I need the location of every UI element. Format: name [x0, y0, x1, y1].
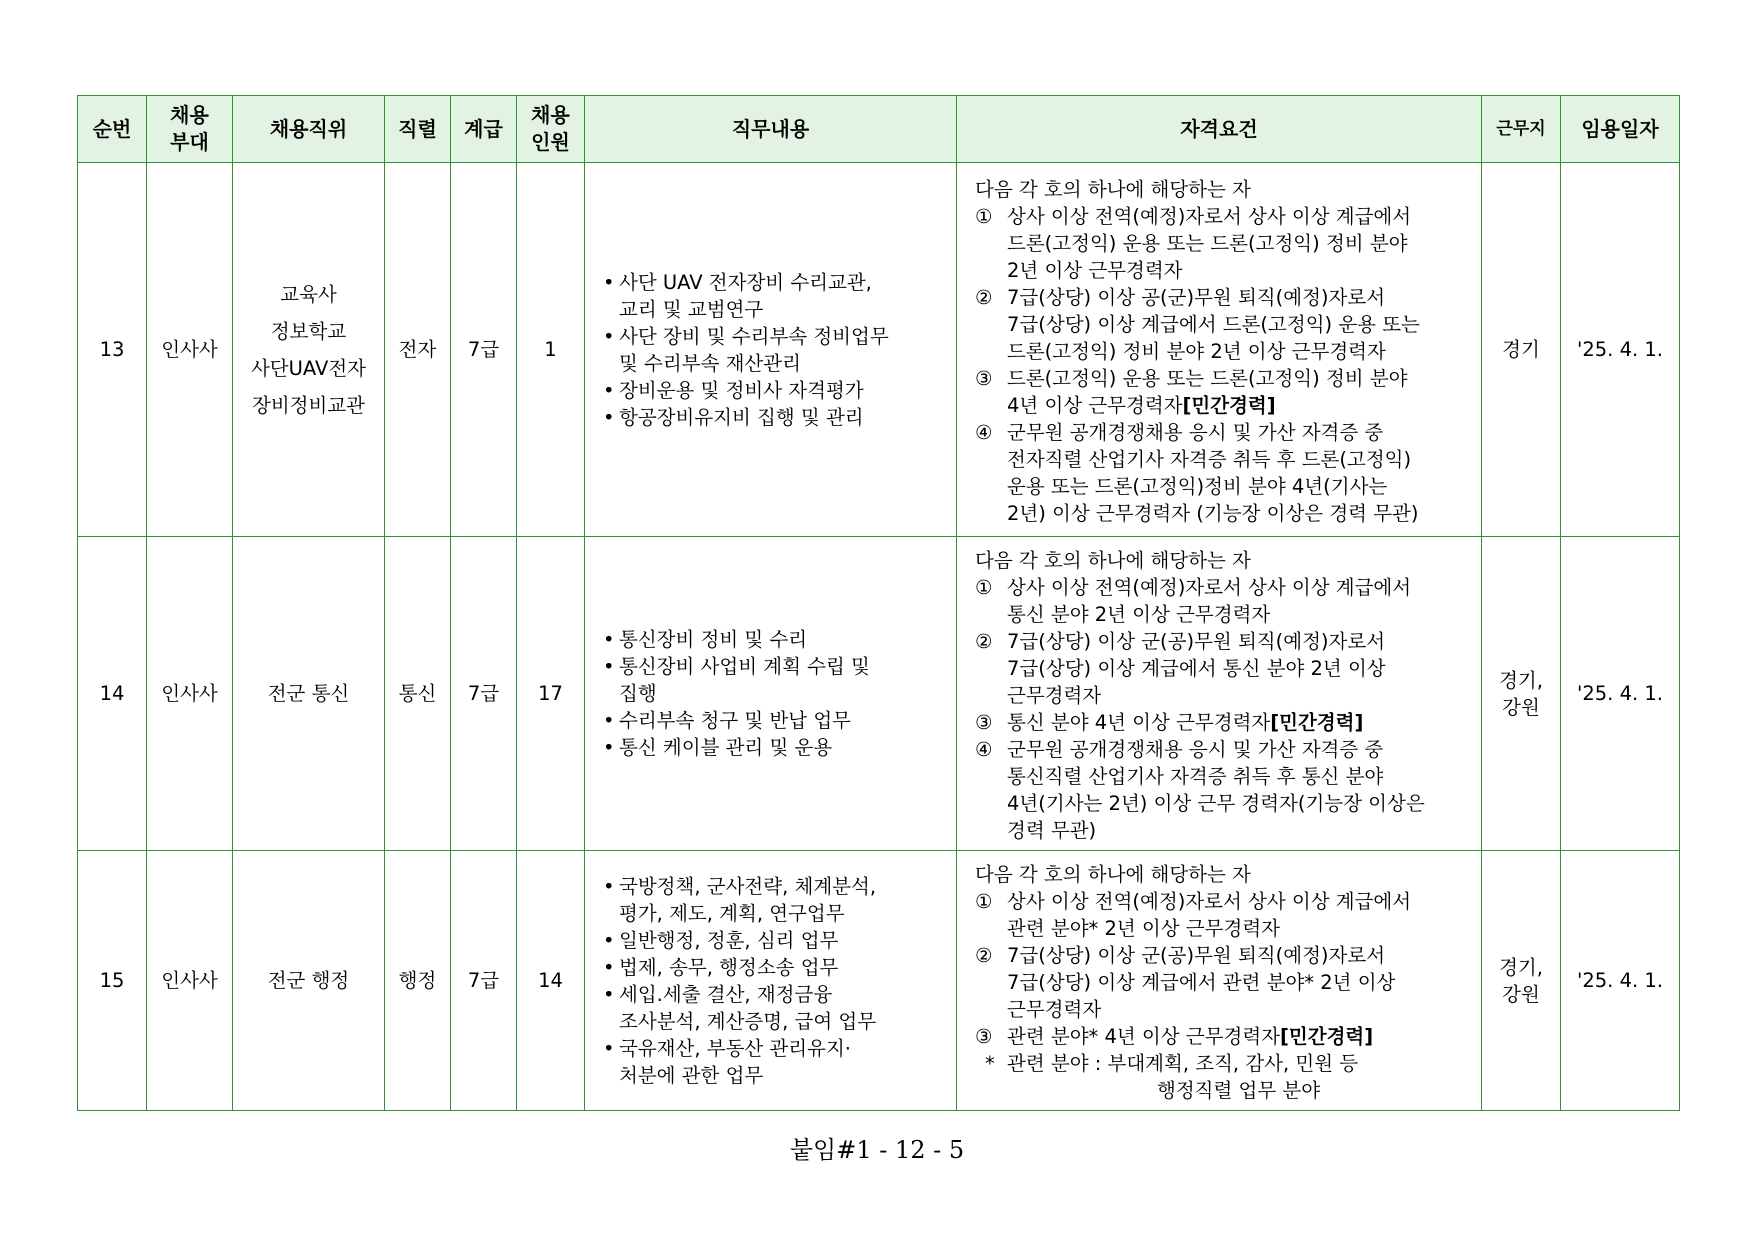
location-line: 강원 — [1502, 695, 1540, 719]
requirement-item — [975, 203, 1473, 284]
row-no: 14 — [78, 537, 147, 851]
duty-line: 일반행정, 정훈, 심리 업무 — [619, 928, 839, 952]
bullet-marker: • — [603, 928, 615, 952]
row-dept: 인사사 — [147, 851, 233, 1111]
bullet-marker: • — [603, 736, 615, 759]
requirement-text: 전자직렬 산업기사 자격증 취득 후 드론(고정익) — [1007, 448, 1412, 471]
requirement-line — [1007, 915, 1473, 942]
header-count-line: 채용 — [531, 103, 570, 127]
bullet-marker: • — [603, 405, 615, 429]
requirement-line — [1007, 203, 1473, 230]
row-position — [233, 163, 385, 537]
row-appoint-date: '25. 4. 1. — [1561, 851, 1680, 1111]
requirement-line — [1007, 338, 1473, 365]
requirement-text: 근무경력자 — [1007, 998, 1102, 1021]
duty-item — [603, 873, 948, 927]
requirement-number: ① — [975, 890, 993, 913]
duty-item — [603, 1035, 948, 1089]
requirement-intro: 다음 각 호의 하나에 해당하는 자 — [975, 549, 1251, 572]
table-row — [78, 163, 1680, 537]
position-line: 전군 행정 — [267, 969, 350, 992]
requirement-line — [1007, 1023, 1473, 1050]
row-grade: 7급 — [451, 537, 517, 851]
duty-list — [585, 269, 956, 431]
header-dept-line: 채용 — [170, 103, 209, 127]
header-dept-line: 부대 — [170, 130, 209, 154]
location-line: 강원 — [1502, 982, 1540, 1006]
requirement-number: ① — [975, 205, 993, 228]
header-location: 근무지 — [1482, 96, 1561, 163]
row-series: 전자 — [385, 163, 451, 537]
requirement-line — [1007, 736, 1473, 763]
requirement-number: ② — [975, 944, 993, 967]
duty-line: 사단 UAV 전자장비 수리교관, — [619, 270, 872, 294]
requirement-line — [1007, 500, 1473, 527]
row-requirements — [957, 163, 1482, 537]
bullet-marker: • — [603, 874, 615, 898]
requirement-line — [1007, 311, 1473, 338]
duty-item — [603, 734, 948, 761]
requirement-text: 관련 분야* 2년 이상 근무경력자 — [1007, 917, 1280, 940]
civilian-career-tag: [민간경력] — [1182, 394, 1276, 417]
row-dept: 인사사 — [147, 537, 233, 851]
row-no: 15 — [78, 851, 147, 1111]
requirement-text: 7급(상당) 이상 군(공)무원 퇴직(예정)자로서 — [1007, 630, 1386, 653]
header-position: 채용직위 — [233, 96, 385, 163]
location-line: 경기 — [1502, 338, 1540, 361]
requirement-line — [1007, 655, 1473, 682]
requirement-text: 7급(상당) 이상 계급에서 통신 분야 2년 이상 — [1007, 657, 1386, 680]
duty-line: 및 수리부속 재산관리 — [619, 351, 801, 375]
requirement-list — [957, 574, 1481, 844]
requirement-line — [1007, 817, 1473, 844]
duty-line: 세입.세출 결산, 재정금융 — [619, 982, 833, 1006]
duty-item — [603, 954, 948, 981]
requirement-text: 경력 무관) — [1007, 819, 1097, 842]
requirement-line — [1007, 888, 1473, 915]
duty-line: 처분에 관한 업무 — [619, 1063, 764, 1087]
position-line: 전군 통신 — [267, 682, 350, 705]
row-series: 통신 — [385, 537, 451, 851]
requirement-text: 4년(기사는 2년) 이상 근무 경력자(기능장 이상은 — [1007, 792, 1425, 815]
requirement-number: ① — [975, 576, 993, 599]
recruitment-table — [77, 95, 1680, 1111]
bullet-marker: • — [603, 270, 615, 294]
header-no: 순번 — [78, 96, 147, 163]
row-appoint-date: '25. 4. 1. — [1561, 163, 1680, 537]
row-requirements — [957, 537, 1482, 851]
duty-list — [585, 626, 956, 761]
row-count: 14 — [517, 851, 585, 1111]
duty-line: 조사분석, 계산증명, 급여 업무 — [619, 1009, 877, 1033]
duty-item — [603, 404, 948, 431]
requirement-list — [957, 203, 1481, 527]
note-line: 관련 분야 : 부대계획, 조직, 감사, 민원 등 — [1007, 1052, 1359, 1075]
position-line: 정보학교 — [270, 319, 347, 343]
requirement-line — [1007, 790, 1473, 817]
header-appoint-date: 임용일자 — [1561, 96, 1680, 163]
bullet-marker: • — [603, 955, 615, 979]
table-row — [78, 537, 1680, 851]
requirement-item — [975, 419, 1473, 527]
row-location — [1482, 163, 1561, 537]
requirement-number: ② — [975, 286, 993, 309]
civilian-career-tag: [민간경력] — [1270, 711, 1364, 734]
requirement-text: 관련 분야* 4년 이상 근무경력자 — [1007, 1025, 1280, 1048]
requirement-text: 7급(상당) 이상 군(공)무원 퇴직(예정)자로서 — [1007, 944, 1386, 967]
requirement-text: 근무경력자 — [1007, 684, 1102, 707]
requirement-line — [1007, 230, 1473, 257]
requirement-text: 드론(고정익) 운용 또는 드론(고정익) 정비 분야 — [1007, 367, 1408, 390]
row-duty — [585, 163, 957, 537]
table-row — [78, 851, 1680, 1111]
duty-item — [603, 626, 948, 653]
requirement-line — [1007, 419, 1473, 446]
duty-item — [603, 927, 948, 954]
civilian-career-tag: [민간경력] — [1280, 1025, 1374, 1048]
row-location — [1482, 851, 1561, 1111]
requirement-text: 2년) 이상 근무경력자 (기능장 이상은 경력 무관) — [1007, 502, 1419, 525]
row-duty — [585, 537, 957, 851]
requirement-line — [1007, 392, 1473, 419]
note-mark: * — [985, 1052, 995, 1075]
duty-line: 통신장비 정비 및 수리 — [619, 628, 808, 651]
requirement-line — [1007, 257, 1473, 284]
duty-line: 항공장비유지비 집행 및 관리 — [619, 405, 864, 429]
requirement-line — [1007, 601, 1473, 628]
header-count-line: 인원 — [531, 130, 570, 154]
requirement-line — [1007, 763, 1473, 790]
header-series: 직렬 — [385, 96, 451, 163]
row-appoint-date: '25. 4. 1. — [1561, 537, 1680, 851]
duty-line: 통신장비 사업비 계획 수립 및 — [619, 655, 870, 678]
requirement-note — [975, 1050, 1473, 1104]
duty-line: 국방정책, 군사전략, 체계분석, — [619, 874, 877, 898]
duty-item — [603, 377, 948, 404]
duty-item — [603, 323, 948, 377]
row-grade: 7급 — [451, 163, 517, 537]
requirement-line — [1007, 628, 1473, 655]
duty-line: 법제, 송무, 행정소송 업무 — [619, 955, 839, 979]
requirement-text: 드론(고정익) 정비 분야 2년 이상 근무경력자 — [1007, 340, 1386, 363]
requirement-text: 상사 이상 전역(예정)자로서 상사 이상 계급에서 — [1007, 205, 1412, 228]
row-grade: 7급 — [451, 851, 517, 1111]
row-requirements — [957, 851, 1482, 1111]
requirement-number: ② — [975, 630, 993, 653]
requirement-text: 상사 이상 전역(예정)자로서 상사 이상 계급에서 — [1007, 576, 1412, 599]
requirement-item — [975, 736, 1473, 844]
requirement-line — [1007, 446, 1473, 473]
bullet-marker: • — [603, 378, 615, 402]
requirement-item — [975, 365, 1473, 419]
bullet-marker: • — [603, 982, 615, 1006]
requirement-item — [975, 284, 1473, 365]
requirement-intro: 다음 각 호의 하나에 해당하는 자 — [975, 178, 1251, 201]
requirement-line — [1007, 473, 1473, 500]
requirement-item — [975, 628, 1473, 709]
requirement-line — [1007, 682, 1473, 709]
requirement-text: 2년 이상 근무경력자 — [1007, 259, 1183, 282]
bullet-marker: • — [603, 628, 615, 651]
requirement-text: 드론(고정익) 운용 또는 드론(고정익) 정비 분야 — [1007, 232, 1408, 255]
header-dept — [147, 96, 233, 163]
row-position — [233, 851, 385, 1111]
row-series: 행정 — [385, 851, 451, 1111]
row-dept: 인사사 — [147, 163, 233, 537]
header-grade: 계급 — [451, 96, 517, 163]
duty-line: 평가, 제도, 계획, 연구업무 — [619, 901, 845, 925]
duty-line: 장비운용 및 정비사 자격평가 — [619, 378, 864, 402]
duty-line: 수리부속 청구 및 반납 업무 — [619, 709, 852, 732]
requirement-intro: 다음 각 호의 하나에 해당하는 자 — [975, 863, 1251, 886]
header-duty: 직무내용 — [585, 96, 957, 163]
bullet-marker: • — [603, 709, 615, 732]
requirement-line — [1007, 969, 1473, 996]
requirement-text: 통신직렬 산업기사 자격증 취득 후 통신 분야 — [1007, 765, 1384, 788]
requirement-text: 7급(상당) 이상 계급에서 드론(고정익) 운용 또는 — [1007, 313, 1420, 336]
requirement-line — [1007, 996, 1473, 1023]
duty-line: 교리 및 교범연구 — [619, 297, 764, 321]
position-line: 장비정비교관 — [251, 393, 366, 417]
bullet-marker: • — [603, 1036, 615, 1060]
duty-line: 사단 장비 및 수리부속 정비업무 — [619, 324, 889, 348]
requirement-line — [1007, 574, 1473, 601]
requirement-number: ④ — [975, 421, 993, 444]
duty-list — [585, 873, 956, 1089]
requirement-line — [1007, 709, 1473, 736]
duty-line: 국유재산, 부동산 관리유지· — [619, 1036, 852, 1060]
row-position — [233, 537, 385, 851]
row-count: 1 — [517, 163, 585, 537]
duty-line: 집행 — [619, 682, 657, 705]
requirement-line — [1007, 365, 1473, 392]
requirement-item — [975, 888, 1473, 942]
requirement-number: ④ — [975, 738, 993, 761]
requirement-line — [1007, 284, 1473, 311]
requirement-text: 통신 분야 2년 이상 근무경력자 — [1007, 603, 1271, 626]
requirement-item — [975, 942, 1473, 1023]
requirement-number: ③ — [975, 1025, 993, 1048]
row-count: 17 — [517, 537, 585, 851]
note-line: 행정직렬 업무 분야 — [1157, 1079, 1321, 1102]
location-line: 경기, — [1499, 668, 1543, 692]
requirement-text: 통신 분야 4년 이상 근무경력자 — [1007, 711, 1271, 734]
duty-item — [603, 269, 948, 323]
requirement-text: 7급(상당) 이상 공(군)무원 퇴직(예정)자로서 — [1007, 286, 1386, 309]
requirement-text: 7급(상당) 이상 계급에서 관련 분야* 2년 이상 — [1007, 971, 1396, 994]
duty-line: 통신 케이블 관리 및 운용 — [619, 736, 833, 759]
requirement-text: 상사 이상 전역(예정)자로서 상사 이상 계급에서 — [1007, 890, 1412, 913]
requirement-item — [975, 709, 1473, 736]
requirement-text: 운용 또는 드론(고정익)정비 분야 4년(기사는 — [1007, 475, 1388, 498]
duty-item — [603, 981, 948, 1035]
requirement-number: ③ — [975, 367, 993, 390]
row-location — [1482, 537, 1561, 851]
requirement-item — [975, 574, 1473, 628]
bullet-marker: • — [603, 324, 615, 348]
requirement-text: 군무원 공개경쟁채용 응시 및 가산 자격증 중 — [1007, 738, 1384, 761]
location-line: 경기, — [1499, 955, 1543, 979]
row-duty — [585, 851, 957, 1111]
position-line: 교육사 — [280, 282, 337, 306]
duty-item — [603, 707, 948, 734]
row-no: 13 — [78, 163, 147, 537]
page-footer: 붙임#1 - 12 - 5 — [789, 1136, 965, 1164]
table-body — [78, 163, 1680, 1111]
requirement-text: 군무원 공개경쟁채용 응시 및 가산 자격증 중 — [1007, 421, 1384, 444]
requirement-number: ③ — [975, 711, 993, 734]
requirement-line — [1007, 942, 1473, 969]
duty-item — [603, 653, 948, 707]
header-requirements: 자격요건 — [957, 96, 1482, 163]
requirement-item — [975, 1023, 1473, 1050]
requirement-text: 4년 이상 근무경력자 — [1007, 394, 1183, 417]
header-count — [517, 96, 585, 163]
bullet-marker: • — [603, 655, 615, 678]
header-row — [78, 96, 1680, 163]
position-line: 사단UAV전자 — [250, 356, 367, 380]
requirement-list — [957, 888, 1481, 1104]
